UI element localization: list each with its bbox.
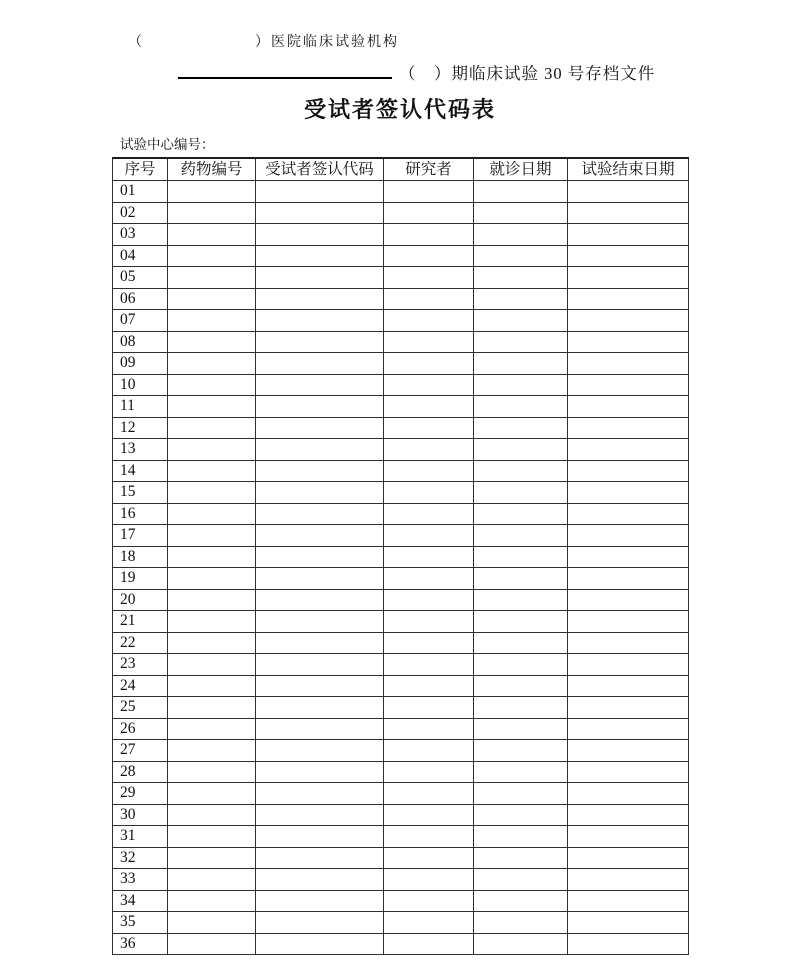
empty-cell	[384, 718, 474, 740]
table-row	[113, 589, 689, 611]
empty-cell	[474, 310, 568, 332]
empty-cell	[474, 740, 568, 762]
empty-cell	[568, 331, 689, 353]
row-number-cell: 15	[113, 482, 168, 504]
empty-cell	[568, 632, 689, 654]
table-row	[113, 482, 689, 504]
row-number-cell: 13	[113, 439, 168, 461]
empty-cell	[384, 460, 474, 482]
row-number-cell: 19	[113, 568, 168, 590]
table-row	[113, 847, 689, 869]
row-number-cell: 14	[113, 460, 168, 482]
empty-cell	[256, 912, 384, 934]
empty-cell	[168, 761, 256, 783]
empty-cell	[256, 331, 384, 353]
table-row	[113, 396, 689, 418]
empty-cell	[256, 267, 384, 289]
table-row	[113, 675, 689, 697]
row-number-cell: 36	[113, 933, 168, 955]
empty-cell	[568, 224, 689, 246]
table-row	[113, 826, 689, 848]
empty-cell	[568, 804, 689, 826]
row-number-cell: 33	[113, 869, 168, 891]
empty-cell	[384, 869, 474, 891]
empty-cell	[568, 439, 689, 461]
empty-cell	[568, 589, 689, 611]
empty-cell	[384, 267, 474, 289]
empty-cell	[568, 933, 689, 955]
empty-cell	[384, 740, 474, 762]
open-paren: （	[128, 35, 144, 50]
empty-cell	[256, 503, 384, 525]
empty-cell	[256, 460, 384, 482]
empty-cell	[256, 632, 384, 654]
empty-cell	[256, 310, 384, 332]
empty-cell	[384, 224, 474, 246]
blank-underline-field	[178, 77, 392, 79]
empty-cell	[568, 417, 689, 439]
empty-cell	[568, 611, 689, 633]
empty-cell	[384, 568, 474, 590]
empty-cell	[384, 847, 474, 869]
empty-cell	[256, 525, 384, 547]
empty-cell	[256, 761, 384, 783]
table-row	[113, 611, 689, 633]
empty-cell	[474, 611, 568, 633]
empty-cell	[568, 783, 689, 805]
empty-cell	[384, 181, 474, 203]
row-number-cell: 11	[113, 396, 168, 418]
empty-cell	[168, 374, 256, 396]
empty-cell	[474, 804, 568, 826]
empty-cell	[384, 697, 474, 719]
empty-cell	[384, 245, 474, 267]
empty-cell	[168, 611, 256, 633]
column-header-1: 药物编号	[168, 158, 256, 181]
empty-cell	[168, 697, 256, 719]
empty-cell	[256, 890, 384, 912]
column-header-0: 序号	[113, 158, 168, 181]
empty-cell	[168, 525, 256, 547]
site-code-label: 试验中心编号：	[120, 137, 215, 152]
empty-cell	[384, 417, 474, 439]
empty-cell	[474, 869, 568, 891]
empty-cell	[474, 847, 568, 869]
empty-cell	[256, 546, 384, 568]
empty-cell	[256, 417, 384, 439]
table-row	[113, 267, 689, 289]
empty-cell	[568, 568, 689, 590]
row-number-cell: 09	[113, 353, 168, 375]
empty-cell	[168, 632, 256, 654]
empty-cell	[568, 374, 689, 396]
empty-cell	[474, 718, 568, 740]
table-row	[113, 912, 689, 934]
empty-cell	[474, 331, 568, 353]
empty-cell	[168, 417, 256, 439]
table-body	[113, 181, 689, 955]
row-number-cell: 29	[113, 783, 168, 805]
empty-cell	[168, 589, 256, 611]
column-header-4: 就诊日期	[474, 158, 568, 181]
empty-cell	[168, 396, 256, 418]
empty-cell	[168, 847, 256, 869]
empty-cell	[256, 202, 384, 224]
table-row	[113, 245, 689, 267]
empty-cell	[168, 718, 256, 740]
table-row	[113, 202, 689, 224]
empty-cell	[474, 675, 568, 697]
empty-cell	[384, 632, 474, 654]
empty-cell	[256, 439, 384, 461]
empty-cell	[384, 331, 474, 353]
empty-cell	[256, 826, 384, 848]
header-row	[113, 158, 689, 181]
row-number-cell: 32	[113, 847, 168, 869]
archive-file-line	[178, 60, 655, 84]
row-number-cell: 06	[113, 288, 168, 310]
row-number-cell: 30	[113, 804, 168, 826]
empty-cell	[474, 826, 568, 848]
empty-cell	[384, 589, 474, 611]
empty-cell	[384, 546, 474, 568]
row-number-cell: 27	[113, 740, 168, 762]
empty-cell	[256, 783, 384, 805]
empty-cell	[384, 525, 474, 547]
empty-cell	[568, 353, 689, 375]
empty-cell	[256, 568, 384, 590]
empty-cell	[168, 783, 256, 805]
table-row	[113, 288, 689, 310]
empty-cell	[568, 267, 689, 289]
table-row	[113, 761, 689, 783]
hospital-org-line	[128, 31, 399, 51]
empty-cell	[568, 460, 689, 482]
empty-cell	[384, 310, 474, 332]
empty-cell	[384, 439, 474, 461]
empty-cell	[568, 482, 689, 504]
empty-cell	[256, 353, 384, 375]
table-row	[113, 374, 689, 396]
empty-cell	[568, 310, 689, 332]
empty-cell	[168, 310, 256, 332]
row-number-cell: 17	[113, 525, 168, 547]
empty-cell	[474, 245, 568, 267]
empty-cell	[168, 546, 256, 568]
column-header-5: 试验结束日期	[568, 158, 689, 181]
empty-cell	[384, 826, 474, 848]
empty-cell	[256, 740, 384, 762]
empty-cell	[568, 181, 689, 203]
row-number-cell: 21	[113, 611, 168, 633]
empty-cell	[168, 245, 256, 267]
empty-cell	[384, 675, 474, 697]
table-row	[113, 331, 689, 353]
code-table	[112, 157, 689, 955]
empty-cell	[256, 482, 384, 504]
row-number-cell: 04	[113, 245, 168, 267]
row-number-cell: 35	[113, 912, 168, 934]
empty-cell	[568, 288, 689, 310]
table-row	[113, 890, 689, 912]
row-number-cell: 10	[113, 374, 168, 396]
empty-cell	[256, 396, 384, 418]
empty-cell	[168, 912, 256, 934]
table-row	[113, 525, 689, 547]
empty-cell	[474, 890, 568, 912]
empty-cell	[256, 288, 384, 310]
page-title: 受试者签认代码表	[303, 97, 496, 122]
empty-cell	[474, 181, 568, 203]
empty-cell	[168, 224, 256, 246]
empty-cell	[384, 761, 474, 783]
empty-cell	[474, 267, 568, 289]
empty-cell	[168, 353, 256, 375]
empty-cell	[256, 589, 384, 611]
empty-cell	[384, 353, 474, 375]
table-row	[113, 181, 689, 203]
table-row	[113, 740, 689, 762]
row-number-cell: 23	[113, 654, 168, 676]
empty-cell	[168, 568, 256, 590]
empty-cell	[256, 181, 384, 203]
table-row	[113, 869, 689, 891]
empty-cell	[384, 783, 474, 805]
empty-cell	[568, 396, 689, 418]
empty-cell	[474, 353, 568, 375]
empty-cell	[384, 611, 474, 633]
empty-cell	[568, 245, 689, 267]
empty-cell	[384, 933, 474, 955]
empty-cell	[474, 202, 568, 224]
empty-cell	[384, 890, 474, 912]
empty-cell	[168, 654, 256, 676]
row-number-cell: 05	[113, 267, 168, 289]
table-row	[113, 224, 689, 246]
table-row	[113, 546, 689, 568]
empty-cell	[168, 202, 256, 224]
empty-cell	[474, 783, 568, 805]
empty-cell	[168, 267, 256, 289]
empty-cell	[474, 697, 568, 719]
empty-cell	[168, 890, 256, 912]
empty-cell	[256, 675, 384, 697]
row-number-cell: 16	[113, 503, 168, 525]
empty-cell	[256, 718, 384, 740]
table-row	[113, 804, 689, 826]
empty-cell	[168, 288, 256, 310]
empty-cell	[256, 611, 384, 633]
row-number-cell: 28	[113, 761, 168, 783]
empty-cell	[474, 417, 568, 439]
empty-cell	[474, 482, 568, 504]
empty-cell	[568, 675, 689, 697]
empty-cell	[168, 503, 256, 525]
row-number-cell: 12	[113, 417, 168, 439]
table-row	[113, 654, 689, 676]
row-number-cell: 20	[113, 589, 168, 611]
table-row	[113, 503, 689, 525]
table-row	[113, 718, 689, 740]
empty-cell	[568, 912, 689, 934]
table-row	[113, 697, 689, 719]
row-number-cell: 18	[113, 546, 168, 568]
empty-cell	[256, 804, 384, 826]
row-number-cell: 08	[113, 331, 168, 353]
row-number-cell: 02	[113, 202, 168, 224]
row-number-cell: 25	[113, 697, 168, 719]
empty-cell	[168, 869, 256, 891]
archive-file-text: （ ）期临床试验 30 号存档文件	[399, 64, 656, 83]
empty-cell	[168, 804, 256, 826]
empty-cell	[568, 654, 689, 676]
empty-cell	[474, 912, 568, 934]
empty-cell	[384, 202, 474, 224]
row-number-cell: 31	[113, 826, 168, 848]
empty-cell	[384, 654, 474, 676]
row-number-cell: 07	[113, 310, 168, 332]
empty-cell	[474, 503, 568, 525]
table-row	[113, 417, 689, 439]
empty-cell	[474, 224, 568, 246]
empty-cell	[384, 288, 474, 310]
row-number-cell: 22	[113, 632, 168, 654]
empty-cell	[168, 675, 256, 697]
row-number-cell: 26	[113, 718, 168, 740]
empty-cell	[474, 439, 568, 461]
empty-cell	[568, 525, 689, 547]
table-row	[113, 933, 689, 955]
empty-cell	[168, 439, 256, 461]
empty-cell	[568, 890, 689, 912]
empty-cell	[568, 761, 689, 783]
table-row	[113, 353, 689, 375]
empty-cell	[256, 374, 384, 396]
empty-cell	[474, 288, 568, 310]
empty-cell	[474, 546, 568, 568]
empty-cell	[474, 933, 568, 955]
empty-cell	[168, 826, 256, 848]
empty-cell	[168, 482, 256, 504]
empty-cell	[168, 460, 256, 482]
empty-cell	[474, 632, 568, 654]
empty-cell	[474, 525, 568, 547]
row-number-cell: 01	[113, 181, 168, 203]
empty-cell	[474, 568, 568, 590]
empty-cell	[256, 869, 384, 891]
empty-cell	[568, 718, 689, 740]
column-header-2: 受试者签认代码	[256, 158, 384, 181]
empty-cell	[384, 374, 474, 396]
empty-cell	[168, 331, 256, 353]
empty-cell	[384, 912, 474, 934]
table-row	[113, 460, 689, 482]
empty-cell	[384, 503, 474, 525]
empty-cell	[384, 482, 474, 504]
empty-cell	[568, 697, 689, 719]
empty-cell	[568, 503, 689, 525]
empty-cell	[474, 761, 568, 783]
table-row	[113, 439, 689, 461]
table-row	[113, 632, 689, 654]
table-row	[113, 568, 689, 590]
row-number-cell: 03	[113, 224, 168, 246]
empty-cell	[474, 460, 568, 482]
column-header-3: 研究者	[384, 158, 474, 181]
empty-cell	[256, 933, 384, 955]
empty-cell	[568, 546, 689, 568]
empty-cell	[568, 202, 689, 224]
empty-cell	[256, 224, 384, 246]
empty-cell	[168, 933, 256, 955]
empty-cell	[256, 847, 384, 869]
empty-cell	[568, 826, 689, 848]
empty-cell	[568, 847, 689, 869]
empty-cell	[256, 697, 384, 719]
table-row	[113, 310, 689, 332]
empty-cell	[168, 740, 256, 762]
row-number-cell: 34	[113, 890, 168, 912]
empty-cell	[256, 245, 384, 267]
hospital-org-text: ）医院临床试验机构	[255, 35, 399, 50]
empty-cell	[168, 181, 256, 203]
row-number-cell: 24	[113, 675, 168, 697]
empty-cell	[384, 804, 474, 826]
empty-cell	[568, 869, 689, 891]
empty-cell	[474, 396, 568, 418]
empty-cell	[474, 654, 568, 676]
empty-cell	[474, 589, 568, 611]
empty-cell	[256, 654, 384, 676]
empty-cell	[568, 740, 689, 762]
empty-cell	[384, 396, 474, 418]
table-row	[113, 783, 689, 805]
empty-cell	[474, 374, 568, 396]
